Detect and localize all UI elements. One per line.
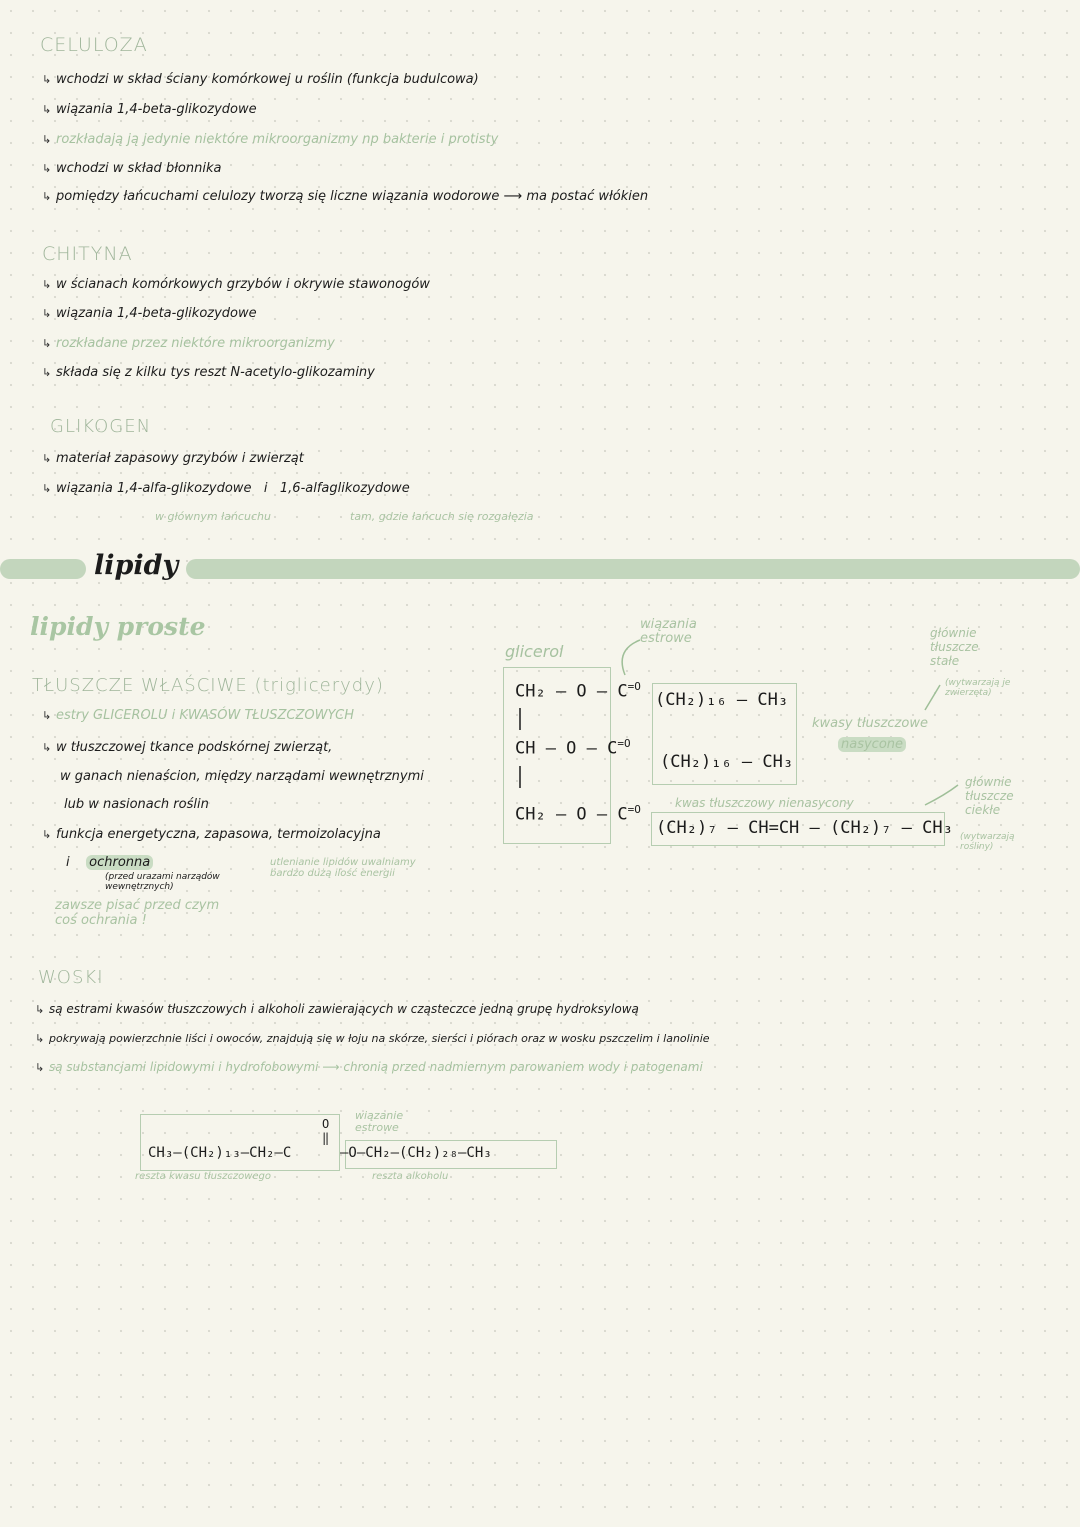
wax-carbonyl-oxygen: O ‖ <box>322 1117 330 1145</box>
arrow-stale <box>925 685 940 710</box>
wax-acid-box <box>140 1114 340 1171</box>
tluszcze-note-1: (przed urazami narządów wewnętrznych) <box>105 872 220 892</box>
bullet-arrow-icon: ↳ <box>42 190 52 203</box>
bullet-arrow-icon: ↳ <box>42 133 52 146</box>
wax-formula-left: CH₃–(CH₂)₁₃–CH₂–C <box>148 1145 292 1161</box>
tluszcze-title: TŁUSZCZE WŁAŚCIWE (triglicerydy) <box>32 675 384 696</box>
glicerol-label: glicerol <box>505 642 564 661</box>
tluszcze-line-3: ↳ funkcja energetyczna, zapasowa, termoizolacyjna <box>42 827 381 842</box>
glikogen-note-2: tam, gdzie łańcuch się rozgałęzia <box>350 510 534 523</box>
right-arrow-icon: ⟶ <box>322 1060 340 1074</box>
celuloza-line-2: ↳ wiązania 1,4-beta-glikozydowe <box>42 102 257 117</box>
wiazanie-estrowe-wax-label: wiązanie estrowe <box>355 1109 404 1134</box>
row-1-left: CH₂ – O – $C^{=O}$ <box>515 680 641 702</box>
glownie-ciekle-label: głównie tłuszcze ciekłe <box>965 775 1014 817</box>
bullet-arrow-icon: ↳ <box>42 482 52 495</box>
kwasy-tluszczowe-label: kwasy tłuszczowe <box>812 716 928 731</box>
lipidy-banner-title: lipidy <box>94 550 179 581</box>
row-1-right: (CH₂)₁₆ – CH₃ <box>655 690 789 710</box>
glownie-stale-label: głównie tłuszcze stałe <box>930 626 979 668</box>
arrow-ester <box>622 640 640 675</box>
bullet-arrow-icon: ↳ <box>35 1061 45 1074</box>
nasycone-label: nasycone <box>838 737 906 752</box>
row-3-right: (CH₂)₇ – CH=CH – (CH₂)₇ – CH₃ <box>656 818 953 838</box>
celuloza-line-4: ↳ wchodzi w skład błonnika <box>42 161 222 176</box>
bullet-arrow-icon: ↳ <box>42 337 52 350</box>
celuloza-line-5: ↳ pomiędzy łańcuchami celulozy tworzą się liczne wiązania wodorowe ⟶ ma postać włókien <box>42 189 649 204</box>
bullet-arrow-icon: ↳ <box>42 828 52 841</box>
bullet-arrow-icon: ↳ <box>42 73 52 86</box>
ciekle-note: (wytwarzają rośliny) <box>960 832 1015 852</box>
row-3-left: CH₂ – O – $C^{=O}$ <box>515 803 641 825</box>
tluszcze-line-2c: lub w nasionach roślin <box>64 797 209 812</box>
tluszcze-line-2: ↳ w tłuszczowej tkance podskórnej zwierząt, <box>42 740 333 755</box>
reszta-kwasu-label: reszta kwasu tłuszczowego <box>135 1171 272 1182</box>
chityna-line-1: ↳ w ścianach komórkowych grzybów i okrywie stawonogów <box>42 277 430 292</box>
tluszcze-note-2: utlenianie lipidów uwalniamy bardzo dużą ilość energii <box>270 857 416 879</box>
tluszcze-note-3: zawsze pisać przed czym coś ochrania ! <box>55 898 220 928</box>
celuloza-line-3: ↳ rozkładają ją jedynie niektóre mikroorganizmy np bakterie i protisty <box>42 132 499 147</box>
glikogen-line-2: ↳ wiązania 1,4-alfa-glikozydowe i 1,6-alfaglikozydowe <box>42 481 410 496</box>
glikogen-title: GLIKOGEN <box>50 416 152 437</box>
chityna-line-2: ↳ wiązania 1,4-beta-glikozydowe <box>42 306 257 321</box>
row-2-left: CH – O – $C^{=O}$ <box>515 737 631 759</box>
bullet-arrow-icon: ↳ <box>42 162 52 175</box>
bullet-arrow-icon: ↳ <box>42 709 52 722</box>
woski-title: WOSKI <box>38 967 104 988</box>
glikogen-note-1: w głównym łańcuchu <box>155 510 271 523</box>
kwas-nienasycony-label: kwas tłuszczowy nienasycony <box>675 796 854 810</box>
bullet-arrow-icon: ↳ <box>42 452 52 465</box>
celuloza-title: CELULOZA <box>40 34 148 56</box>
reszta-alkoholu-label: reszta alkoholu <box>372 1171 449 1182</box>
chityna-line-4: ↳ składa się z kilku tys reszt N-acetylo-glikozaminy <box>42 365 375 380</box>
arrow-ciekle <box>925 785 958 805</box>
wax-formula-right: –O–CH₂–(CH₂)₂₈–CH₃ <box>340 1145 492 1161</box>
tluszcze-line-2b: w ganach nienaścion, między narządami wewnętrznymi <box>60 769 424 784</box>
stale-note: (wytwarzają je zwierzęta) <box>945 678 1011 698</box>
right-arrow-icon: ⟶ <box>503 189 523 204</box>
bullet-arrow-icon: ↳ <box>35 1032 45 1045</box>
chityna-title: CHITYNA <box>42 243 133 265</box>
lipidy-proste-title: lipidy proste <box>30 612 206 641</box>
celuloza-line-1: ↳ wchodzi w skład ściany komórkowej u roślin (funkcja budulcowa) <box>42 72 479 87</box>
row-2-right: (CH₂)₁₆ – CH₃ <box>660 752 794 772</box>
tluszcze-line-1: ↳ estry GLICEROLU i KWASÓW TŁUSZCZOWYCH <box>42 708 355 723</box>
woski-line-1: ↳ są estrami kwasów tłuszczowych i alkoholi zawierających w cząsteczce jedną grupę hydroksylową <box>35 1002 639 1016</box>
wiazania-estrowe-label: wiązania estrowe <box>640 617 697 646</box>
woski-line-2: ↳ pokrywają powierzchnie liści i owoców, znajdują się w łoju na skórze, sierści i piórach oraz w wosku pszczelim i lanolinie <box>35 1032 710 1045</box>
chityna-line-3: ↳ rozkładane przez niektóre mikroorganizmy <box>42 336 335 351</box>
bullet-arrow-icon: ↳ <box>35 1003 45 1016</box>
bullet-arrow-icon: ↳ <box>42 278 52 291</box>
woski-line-3: ↳ są substancjami lipidowymi i hydrofobowymi ⟶ chronią przed nadmiernym parowaniem wody i patogenami <box>35 1060 703 1074</box>
bullet-arrow-icon: ↳ <box>42 103 52 116</box>
bullet-arrow-icon: ↳ <box>42 741 52 754</box>
bullet-arrow-icon: ↳ <box>42 366 52 379</box>
bullet-arrow-icon: ↳ <box>42 307 52 320</box>
tluszcze-line-3b: i ochronna <box>66 855 153 870</box>
glikogen-line-1: ↳ materiał zapasowy grzybów i zwierząt <box>42 451 304 466</box>
